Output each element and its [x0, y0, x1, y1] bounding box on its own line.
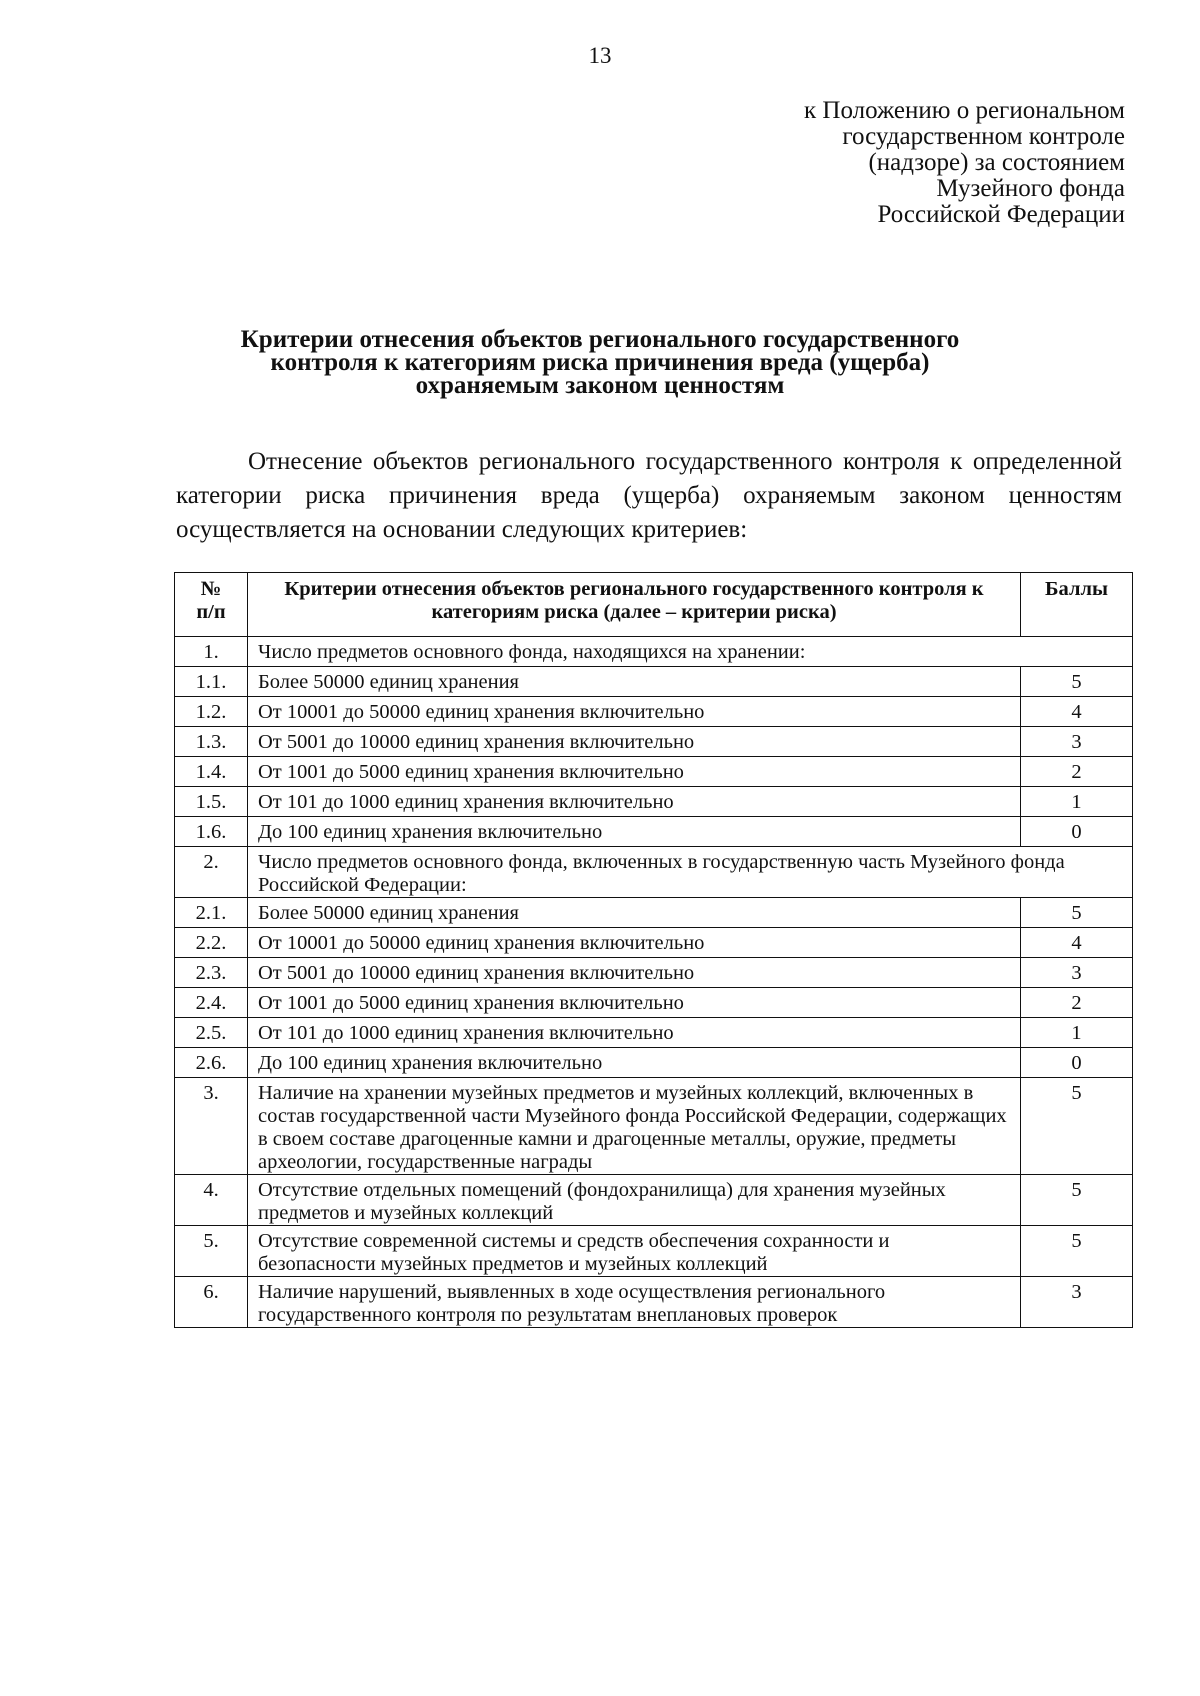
- table-row: [175, 847, 1133, 898]
- appendix-line: государственном контроле: [842, 123, 1125, 150]
- table-row: [175, 757, 1133, 787]
- row-points: 5: [1021, 1078, 1133, 1175]
- row-criterion: Число предметов основного фонда, включенных в государственную часть Музейного фонда Российской Федерации:: [248, 847, 1133, 898]
- table-row: [175, 1048, 1133, 1078]
- row-number: 2.6.: [175, 1048, 248, 1078]
- document-title: [140, 328, 1060, 397]
- title-line: охраняемым законом ценностям: [415, 372, 785, 399]
- row-number: 1.2.: [175, 697, 248, 727]
- row-criterion: От 101 до 1000 единиц хранения включительно: [248, 1018, 1021, 1048]
- table-row: [175, 697, 1133, 727]
- row-number: 3.: [175, 1078, 248, 1175]
- page-number: 13: [588, 43, 612, 68]
- table-row: [175, 1226, 1133, 1277]
- row-number: 1.6.: [175, 817, 248, 847]
- row-number: 2.4.: [175, 988, 248, 1018]
- header-number-sign: №: [200, 578, 222, 600]
- title-line: Критерии отнесения объектов регионального государственного: [240, 326, 960, 353]
- row-points: 3: [1021, 1277, 1133, 1328]
- row-criterion: От 1001 до 5000 единиц хранения включительно: [248, 757, 1021, 787]
- row-points: 1: [1021, 1018, 1133, 1048]
- row-points: 5: [1021, 667, 1133, 697]
- row-number: 1.: [175, 637, 248, 667]
- row-number: 2.2.: [175, 928, 248, 958]
- row-points: 5: [1021, 898, 1133, 928]
- table-row: [175, 787, 1133, 817]
- table-row: [175, 1277, 1133, 1328]
- row-criterion: От 10001 до 50000 единиц хранения включительно: [248, 928, 1021, 958]
- row-points: 3: [1021, 958, 1133, 988]
- table-row: [175, 988, 1133, 1018]
- row-criterion: От 10001 до 50000 единиц хранения включительно: [248, 697, 1021, 727]
- row-criterion: Наличие на хранении музейных предметов и музейных коллекций, включенных в состав государственной части Музейного фонда Российской Федерации, содержащих в своем составе драгоценные камни и драгоценные металлы, оружие, предметы археологии, государственные награды: [248, 1078, 1021, 1175]
- row-points: 1: [1021, 787, 1133, 817]
- row-criterion: От 1001 до 5000 единиц хранения включительно: [248, 988, 1021, 1018]
- row-number: 2.3.: [175, 958, 248, 988]
- row-number: 4.: [175, 1175, 248, 1226]
- row-points: 5: [1021, 1226, 1133, 1277]
- table-row: [175, 1018, 1133, 1048]
- row-number: 2.5.: [175, 1018, 248, 1048]
- row-number: 1.1.: [175, 667, 248, 697]
- row-number: 2.: [175, 847, 248, 898]
- appendix-line: Российской Федерации: [877, 201, 1125, 228]
- row-criterion: Число предметов основного фонда, находящихся на хранении:: [248, 637, 1133, 667]
- row-criterion: Более 50000 единиц хранения: [248, 667, 1021, 697]
- table-header-row: [175, 573, 1133, 637]
- appendix-line: Музейного фонда: [936, 175, 1125, 202]
- row-criterion: Наличие нарушений, выявленных в ходе осуществления регионального государственного контроля по результатам внеплановых проверок: [248, 1277, 1021, 1328]
- header-criteria: Критерии отнесения объектов регионального государственного контроля к категориям риска (далее – критерии риска): [248, 573, 1021, 637]
- row-number: 1.4.: [175, 757, 248, 787]
- row-number: 1.3.: [175, 727, 248, 757]
- row-points: 4: [1021, 928, 1133, 958]
- table-row: [175, 1175, 1133, 1226]
- row-points: 0: [1021, 817, 1133, 847]
- appendix-line: (надзоре) за состоянием: [868, 149, 1125, 176]
- row-points: 4: [1021, 697, 1133, 727]
- row-criterion: Более 50000 единиц хранения: [248, 898, 1021, 928]
- row-points: 3: [1021, 727, 1133, 757]
- header-number: [175, 573, 248, 637]
- table-row: [175, 928, 1133, 958]
- table-body: [175, 637, 1133, 1328]
- row-criterion: Отсутствие отдельных помещений (фондохранилища) для хранения музейных предметов и музейных коллекций: [248, 1175, 1021, 1226]
- appendix-reference: [605, 98, 1125, 228]
- table-row: [175, 667, 1133, 697]
- header-number-label: п/п: [196, 601, 226, 623]
- row-points: 5: [1021, 1175, 1133, 1226]
- row-criterion: Отсутствие современной системы и средств обеспечения сохранности и безопасности музейных предметов и музейных коллекций: [248, 1226, 1021, 1277]
- header-points: Баллы: [1021, 573, 1133, 637]
- row-number: 5.: [175, 1226, 248, 1277]
- table-row: [175, 727, 1133, 757]
- row-criterion: До 100 единиц хранения включительно: [248, 817, 1021, 847]
- intro-text: Отнесение объектов регионального государственного контроля к определенной категории риска причинения вреда (ущерба) охраняемым законом ценностям осуществляется на основании следующих критериев:: [176, 448, 1122, 543]
- appendix-line: к Положению о региональном: [804, 97, 1125, 124]
- table-row: [175, 637, 1133, 667]
- criteria-table: [174, 572, 1133, 1328]
- row-number: 6.: [175, 1277, 248, 1328]
- row-criterion: От 5001 до 10000 единиц хранения включительно: [248, 727, 1021, 757]
- row-criterion: От 5001 до 10000 единиц хранения включительно: [248, 958, 1021, 988]
- row-number: 2.1.: [175, 898, 248, 928]
- intro-paragraph: [176, 445, 1122, 547]
- row-points: 2: [1021, 988, 1133, 1018]
- table-row: [175, 817, 1133, 847]
- title-line: контроля к категориям риска причинения вреда (ущерба): [270, 349, 930, 376]
- table-row: [175, 958, 1133, 988]
- row-criterion: От 101 до 1000 единиц хранения включительно: [248, 787, 1021, 817]
- row-points: 2: [1021, 757, 1133, 787]
- row-points: 0: [1021, 1048, 1133, 1078]
- row-criterion: До 100 единиц хранения включительно: [248, 1048, 1021, 1078]
- row-number: 1.5.: [175, 787, 248, 817]
- table-row: [175, 1078, 1133, 1175]
- table-row: [175, 898, 1133, 928]
